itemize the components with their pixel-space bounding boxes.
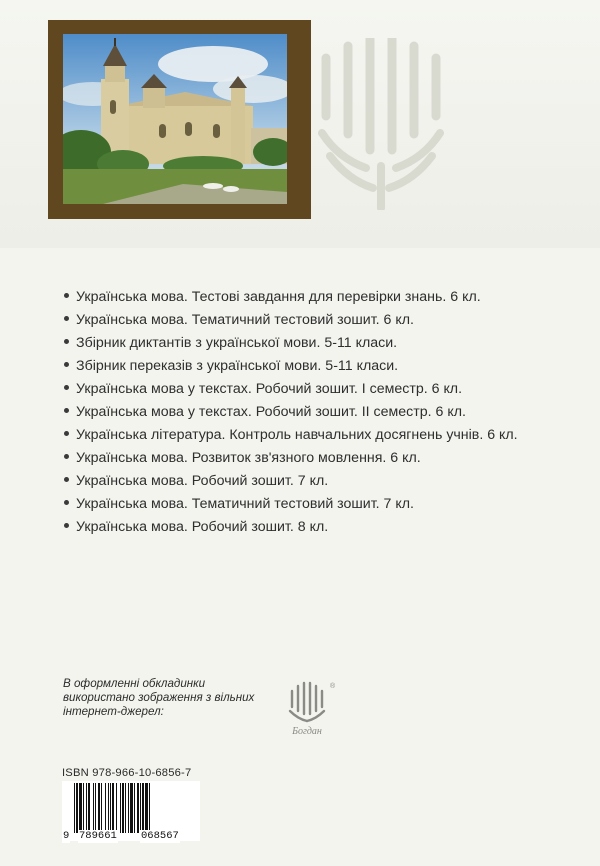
bullet-icon	[64, 500, 69, 505]
list-item: Українська мова. Розвиток зв'язного мовлення. 6 кл.	[64, 447, 518, 470]
barcode-bar	[122, 783, 124, 833]
list-item: Українська мова у текстах. Робочий зошит. II семестр. 6 кл.	[64, 401, 518, 424]
wheat-logo-icon	[318, 38, 444, 210]
barcode-bar	[79, 783, 82, 833]
barcode-left-group: 789661	[79, 830, 117, 842]
barcode-bar	[116, 783, 117, 833]
barcode-bar	[108, 783, 109, 833]
barcode-right-group: 068567	[141, 830, 179, 842]
list-item: Українська мова. Робочий зошит. 8 кл.	[64, 516, 518, 539]
image-credit-note: В оформленні обкладинки використано зображення з вільних інтернет-джерел:	[63, 677, 255, 718]
bullet-icon	[64, 408, 69, 413]
bullet-icon	[64, 385, 69, 390]
barcode-bar	[125, 783, 126, 833]
list-item: Українська мова. Робочий зошит. 7 кл.	[64, 470, 518, 493]
isbn-text: ISBN 978-966-10-6856-7	[62, 767, 192, 779]
bullet-icon	[64, 293, 69, 298]
barcode-bar	[95, 783, 96, 833]
barcode-bar	[130, 783, 133, 833]
barcode-bar	[83, 783, 84, 833]
barcode-bar	[128, 783, 129, 833]
list-item: Українська мова. Тестові завдання для перевірки знань. 6 кл.	[64, 286, 518, 309]
barcode-bar	[149, 783, 150, 833]
list-item: Українська мова. Тематичний тестовий зошит. 7 кл.	[64, 493, 518, 516]
church-photo	[63, 34, 287, 204]
barcode-bar	[145, 783, 148, 833]
barcode-bar	[140, 783, 141, 833]
barcode-bar	[120, 783, 121, 833]
book-list	[64, 286, 518, 539]
list-item: Збірник переказів з української мови. 5-11 класи.	[64, 355, 518, 378]
barcode-bar	[110, 783, 111, 833]
bullet-icon	[64, 477, 69, 482]
barcode-bar	[112, 783, 114, 833]
barcode-bar	[86, 783, 87, 833]
barcode-bar	[137, 783, 139, 833]
barcode-bar	[93, 783, 94, 833]
publisher-logo	[278, 681, 340, 739]
cover-banner	[0, 0, 600, 248]
list-item: Українська мова. Тематичний тестовий зошит. 6 кл.	[64, 309, 518, 332]
barcode-bar	[101, 783, 102, 833]
registered-mark: ®	[330, 683, 336, 690]
barcode-bar	[134, 783, 135, 833]
bullet-icon	[64, 339, 69, 344]
bullet-icon	[64, 316, 69, 321]
barcode-digits	[62, 830, 200, 844]
list-item: Збірник диктантів з української мови. 5-11 класи.	[64, 332, 518, 355]
barcode-bar	[88, 783, 90, 833]
list-item: Українська література. Контроль навчальних досягнень учнів. 6 кл.	[64, 424, 518, 447]
barcode-first-digit: 9	[63, 830, 70, 842]
barcode-bar	[98, 783, 100, 833]
bullet-icon	[64, 454, 69, 459]
bullet-icon	[64, 362, 69, 367]
barcode-bar	[105, 783, 106, 833]
list-item: Українська мова у текстах. Робочий зошит. I семестр. 6 кл.	[64, 378, 518, 401]
barcode-bar	[76, 783, 78, 833]
barcode-bar	[142, 783, 144, 833]
bullet-icon	[64, 523, 69, 528]
publisher-name: Богдан	[292, 726, 322, 737]
bullet-icon	[64, 431, 69, 436]
barcode-bar	[74, 783, 75, 833]
